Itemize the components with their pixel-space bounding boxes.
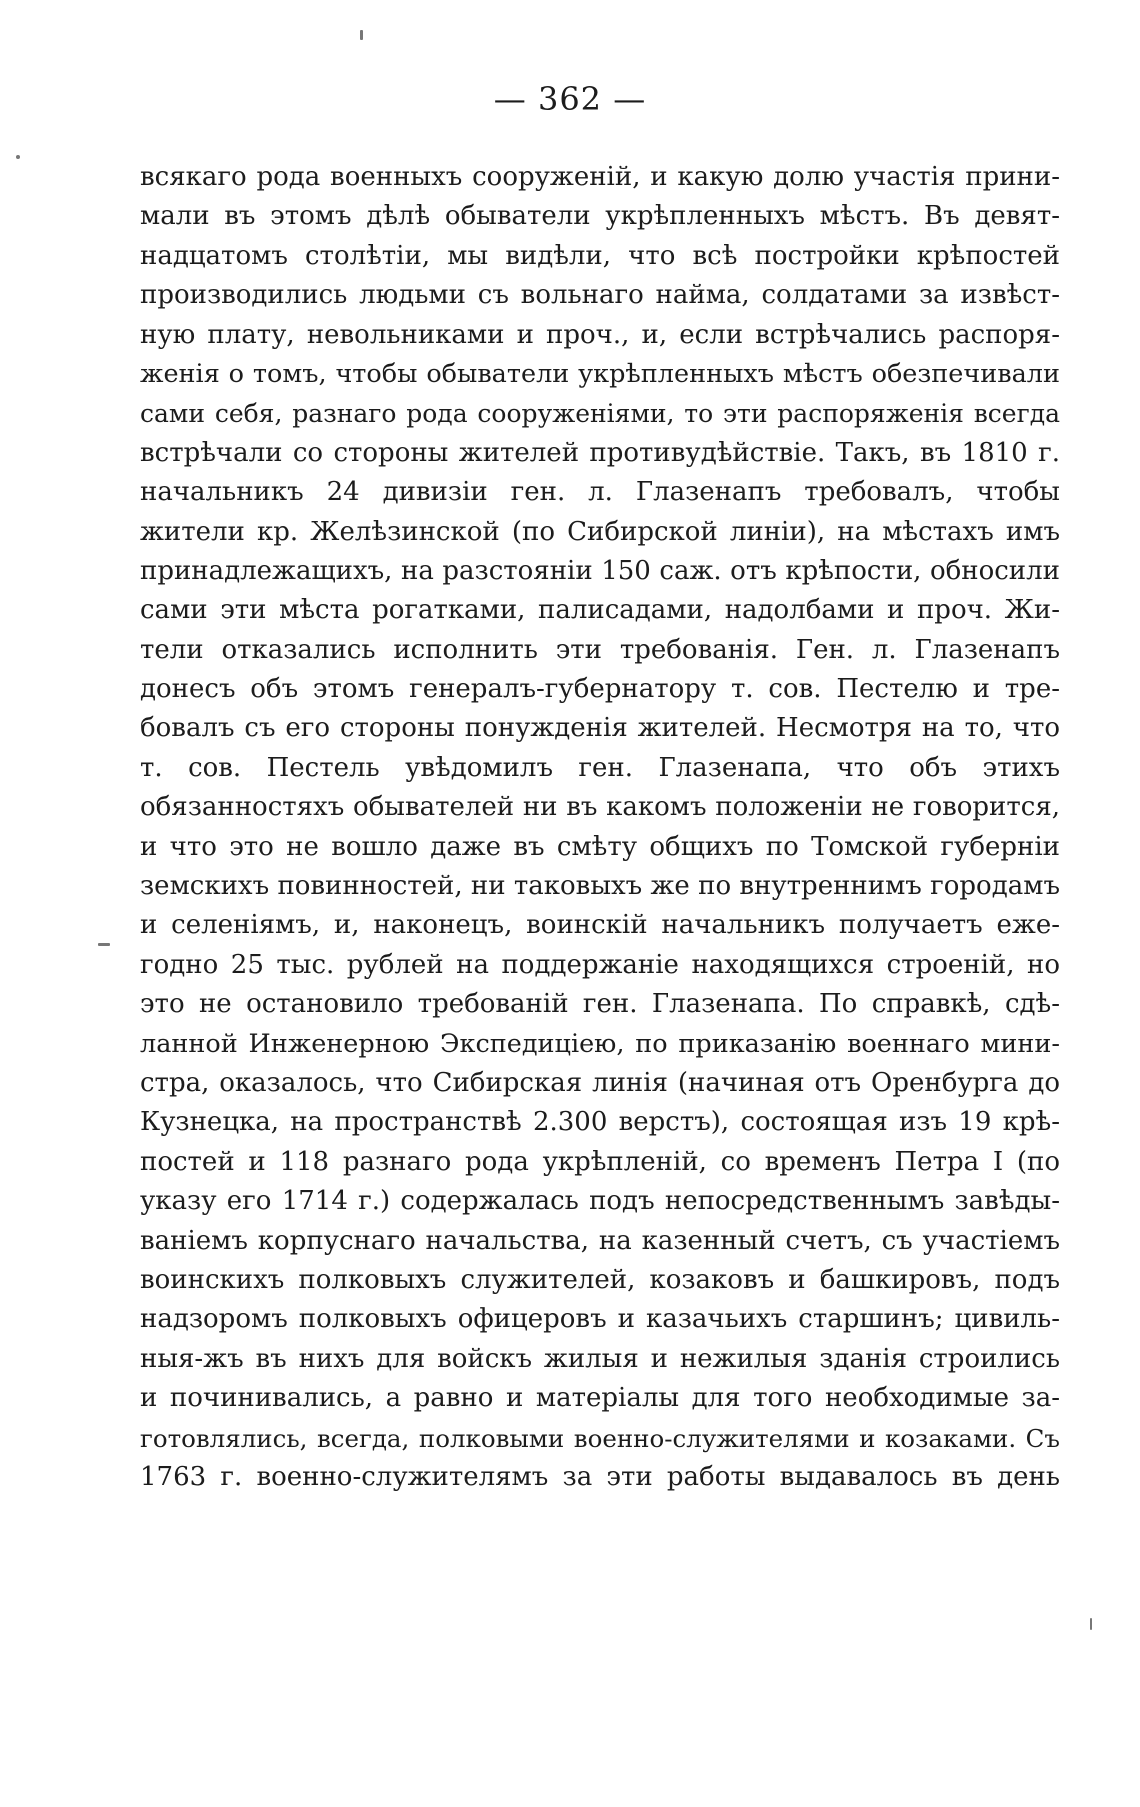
text-line: начальникъ 24 дивизіи ген. л. Глазенапъ требовалъ, чтобы [140, 477, 1060, 508]
text-line: и починивались, а равно и матеріалы для того необходимые за- [140, 1383, 1060, 1414]
text-line: Кузнецка, на пространствѣ 2.300 верстъ), состоящая изъ 19 крѣ- [140, 1107, 1060, 1138]
scan-speck [360, 30, 363, 40]
body-text [140, 158, 1060, 1497]
text-line: воинскихъ полковыхъ служителей, козаковъ и башкировъ, подъ [140, 1264, 1060, 1295]
text-line: тели отказались исполнить эти требованія. Ген. л. Глазенапъ [140, 634, 1060, 665]
text-line: обязанностяхъ обывателей ни въ какомъ положеніи не говорится, [140, 792, 1060, 823]
text-line: ную плату, невольниками и проч., и, если встрѣчались распоря- [140, 319, 1060, 350]
page-number: — 362 — [493, 80, 647, 118]
text-line: мали въ этомъ дѣлѣ обыватели укрѣпленныхъ мѣстъ. Въ девят- [140, 201, 1060, 232]
text-line: ланной Инженерною Экспедиціею, по приказанію военнаго мини- [140, 1028, 1060, 1059]
text-line: и селеніямъ, и, наконецъ, воинскій начальникъ получаетъ еже- [140, 910, 1060, 941]
scan-speck [98, 943, 110, 946]
text-line: это не остановило требованій ген. Глазенапа. По справкѣ, сдѣ- [140, 989, 1060, 1020]
scan-speck [16, 155, 20, 159]
text-line: 1763 г. военно-служителямъ за эти работы выдавалось въ день [140, 1461, 1060, 1492]
text-line: донесъ объ этомъ генералъ-губернатору т. сов. Пестелю и тре- [140, 674, 1060, 705]
text-line: жители кр. Желѣзинской (по Сибирской линіи), на мѣстахъ имъ [140, 516, 1060, 547]
text-line: надцатомъ столѣтіи, мы видѣли, что всѣ постройки крѣпостей [140, 240, 1060, 271]
text-line: ныя-жъ въ нихъ для войскъ жилыя и нежилыя зданія строились [140, 1343, 1060, 1374]
text-line: т. сов. Пестель увѣдомилъ ген. Глазенапа, что объ этихъ [140, 752, 1060, 783]
scan-speck [1090, 1618, 1092, 1630]
text-line: надзоромъ полковыхъ офицеровъ и казачьихъ старшинъ; цивиль- [140, 1304, 1060, 1335]
text-line: женія о томъ, чтобы обыватели укрѣпленныхъ мѣстъ обезпечивали [140, 358, 1060, 389]
text-line: встрѣчали со стороны жителей противудѣйствіе. Такъ, въ 1810 г. [140, 437, 1060, 468]
text-line: и что это не вошло даже въ смѣту общихъ по Томской губерніи [140, 831, 1060, 862]
text-line: годно 25 тыс. рублей на поддержаніе находящихся строеній, но [140, 949, 1060, 980]
text-line: производились людьми съ вольнаго найма, солдатами за извѣст- [140, 280, 1060, 311]
text-line: бовалъ съ его стороны понужденія жителей. Несмотря на то, что [140, 713, 1060, 744]
text-line: указу его 1714 г.) содержалась подъ непосредственнымъ завѣды- [140, 1186, 1060, 1217]
text-line: ваніемъ корпуснаго начальства, на казенный счетъ, съ участіемъ [140, 1225, 1060, 1256]
text-line: стра, оказалось, что Сибирская линія (начиная отъ Оренбурга до [140, 1067, 1060, 1098]
text-line: готовлялись, всегда, полковыми военно-служителями и козаками. Съ [140, 1423, 1060, 1453]
text-line: принадлежащихъ, на разстояніи 150 саж. отъ крѣпости, обносили [140, 555, 1060, 586]
text-line: земскихъ повинностей, ни таковыхъ же по внутреннимъ городамъ [140, 871, 1060, 902]
text-line: сами эти мѣста рогатками, палисадами, надолбами и проч. Жи- [140, 595, 1060, 626]
text-line: сами себя, разнаго рода сооруженіями, то эти распоряженія всегда [140, 399, 1060, 429]
text-line: всякаго рода военныхъ сооруженій, и какую долю участія прини- [140, 162, 1060, 192]
text-line: постей и 118 разнаго рода укрѣпленій, со временъ Петра I (по [140, 1146, 1060, 1177]
